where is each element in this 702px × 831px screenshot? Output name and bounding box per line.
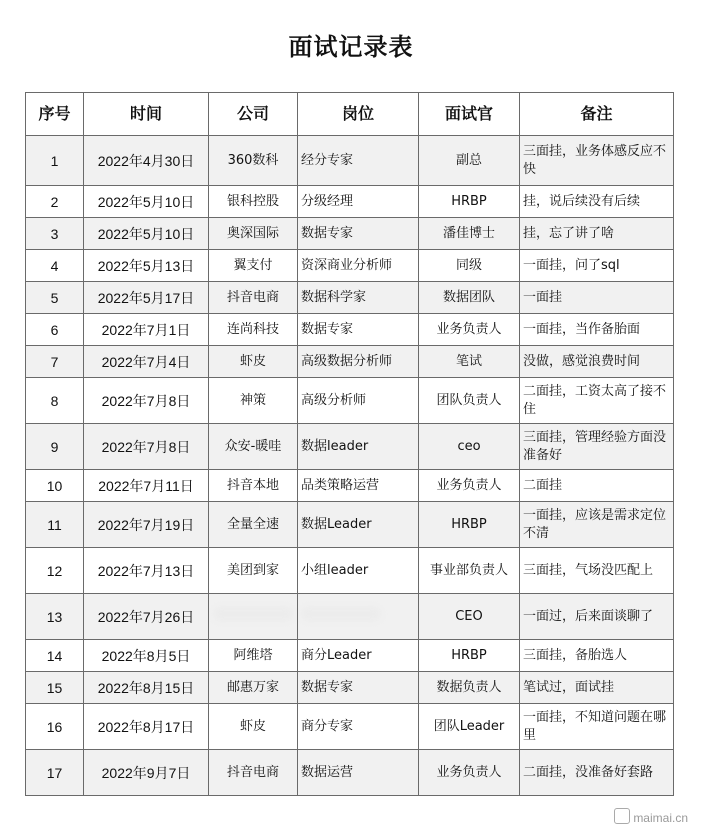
cell-no: 3 — [26, 218, 84, 250]
cell-date: 2022年7月8日 — [84, 378, 209, 424]
cell-interviewer: 业务负责人 — [419, 470, 520, 502]
table-header-row — [26, 93, 674, 136]
cell-company: 奥深国际 — [209, 218, 298, 250]
cell-note: 三面挂，气场没匹配上 — [520, 548, 674, 594]
cell-position: 分级经理 — [298, 186, 419, 218]
cell-note: 三面挂，管理经验方面没准备好 — [520, 424, 674, 470]
table-row — [26, 282, 674, 314]
cell-position: 数据leader — [298, 424, 419, 470]
cell-date: 2022年7月4日 — [84, 346, 209, 378]
cell-company: 全量全速 — [209, 502, 298, 548]
cell-note: 三面挂，业务体感反应不快 — [520, 136, 674, 186]
cell-position: 高级数据分析师 — [298, 346, 419, 378]
cell-no: 4 — [26, 250, 84, 282]
cell-no: 16 — [26, 704, 84, 750]
cell-note: 二面挂，没准备好套路 — [520, 750, 674, 796]
cell-position: 商分专家 — [298, 704, 419, 750]
cell-interviewer: CEO — [419, 594, 520, 640]
redacted-blur — [213, 607, 293, 621]
cell-interviewer: 潘佳博士 — [419, 218, 520, 250]
watermark — [614, 808, 688, 825]
table-row — [26, 470, 674, 502]
cell-interviewer: 事业部负责人 — [419, 548, 520, 594]
cell-interviewer: 数据团队 — [419, 282, 520, 314]
cell-company — [209, 594, 298, 640]
cell-position: 资深商业分析师 — [298, 250, 419, 282]
cell-date: 2022年5月17日 — [84, 282, 209, 314]
cell-no: 11 — [26, 502, 84, 548]
cell-date: 2022年8月15日 — [84, 672, 209, 704]
cell-date: 2022年4月30日 — [84, 136, 209, 186]
cell-no: 10 — [26, 470, 84, 502]
cell-no: 7 — [26, 346, 84, 378]
table-row — [26, 672, 674, 704]
cell-date: 2022年7月19日 — [84, 502, 209, 548]
cell-date: 2022年7月8日 — [84, 424, 209, 470]
cell-position: 数据专家 — [298, 314, 419, 346]
cell-date: 2022年8月5日 — [84, 640, 209, 672]
table-row — [26, 136, 674, 186]
cell-no: 13 — [26, 594, 84, 640]
cell-position — [298, 594, 419, 640]
cell-no: 1 — [26, 136, 84, 186]
cell-no: 15 — [26, 672, 84, 704]
table-row — [26, 186, 674, 218]
table-row — [26, 424, 674, 470]
header-note: 备注 — [520, 93, 674, 136]
cell-interviewer: HRBP — [419, 502, 520, 548]
cell-interviewer: 笔试 — [419, 346, 520, 378]
redacted-blur — [301, 607, 381, 621]
cell-date: 2022年9月7日 — [84, 750, 209, 796]
cell-interviewer: ceo — [419, 424, 520, 470]
cell-date: 2022年5月10日 — [84, 218, 209, 250]
cell-date: 2022年5月13日 — [84, 250, 209, 282]
cell-note: 一面挂 — [520, 282, 674, 314]
cell-interviewer: 团队负责人 — [419, 378, 520, 424]
table-row — [26, 548, 674, 594]
cell-interviewer: 团队Leader — [419, 704, 520, 750]
cell-no: 14 — [26, 640, 84, 672]
cell-date: 2022年8月17日 — [84, 704, 209, 750]
cell-company: 虾皮 — [209, 346, 298, 378]
cell-no: 17 — [26, 750, 84, 796]
table-row — [26, 250, 674, 282]
maimai-logo-icon — [614, 808, 630, 824]
cell-interviewer: 副总 — [419, 136, 520, 186]
page-title: 面试记录表 — [288, 33, 414, 61]
cell-position: 高级分析师 — [298, 378, 419, 424]
cell-company: 阿维塔 — [209, 640, 298, 672]
cell-company: 神策 — [209, 378, 298, 424]
cell-position: 数据专家 — [298, 672, 419, 704]
cell-note: 挂，忘了讲了啥 — [520, 218, 674, 250]
cell-position: 经分专家 — [298, 136, 419, 186]
cell-date: 2022年7月11日 — [84, 470, 209, 502]
table-row — [26, 314, 674, 346]
header-no: 序号 — [26, 93, 84, 136]
cell-no: 2 — [26, 186, 84, 218]
cell-company: 翼支付 — [209, 250, 298, 282]
table-row — [26, 750, 674, 796]
cell-position: 品类策略运营 — [298, 470, 419, 502]
cell-position: 数据科学家 — [298, 282, 419, 314]
cell-company: 抖音本地 — [209, 470, 298, 502]
watermark-text: maimai.cn — [633, 811, 688, 825]
cell-interviewer: 同级 — [419, 250, 520, 282]
cell-company: 连尚科技 — [209, 314, 298, 346]
cell-position: 商分Leader — [298, 640, 419, 672]
cell-note: 一面过，后来面谈聊了 — [520, 594, 674, 640]
cell-interviewer: 数据负责人 — [419, 672, 520, 704]
cell-company: 360数科 — [209, 136, 298, 186]
cell-note: 三面挂，备胎选人 — [520, 640, 674, 672]
cell-note: 没做，感觉浪费时间 — [520, 346, 674, 378]
cell-no: 9 — [26, 424, 84, 470]
cell-date: 2022年7月26日 — [84, 594, 209, 640]
cell-note: 二面挂 — [520, 470, 674, 502]
cell-position: 数据运营 — [298, 750, 419, 796]
cell-note: 笔试过，面试挂 — [520, 672, 674, 704]
table-row — [26, 704, 674, 750]
header-position: 岗位 — [298, 93, 419, 136]
cell-company: 银科控股 — [209, 186, 298, 218]
cell-interviewer: HRBP — [419, 640, 520, 672]
cell-position: 数据专家 — [298, 218, 419, 250]
cell-date: 2022年5月10日 — [84, 186, 209, 218]
table-row — [26, 640, 674, 672]
cell-note: 一面挂，不知道问题在哪里 — [520, 704, 674, 750]
table-row — [26, 594, 674, 640]
cell-no: 6 — [26, 314, 84, 346]
header-interviewer: 面试官 — [419, 93, 520, 136]
cell-no: 5 — [26, 282, 84, 314]
cell-interviewer: HRBP — [419, 186, 520, 218]
header-date: 时间 — [84, 93, 209, 136]
table-row — [26, 346, 674, 378]
cell-company: 邮惠万家 — [209, 672, 298, 704]
cell-note: 一面挂，问了sql — [520, 250, 674, 282]
cell-company: 抖音电商 — [209, 750, 298, 796]
interview-record-table — [25, 92, 674, 796]
cell-position: 数据Leader — [298, 502, 419, 548]
cell-company: 虾皮 — [209, 704, 298, 750]
cell-company: 众安-暖哇 — [209, 424, 298, 470]
cell-interviewer: 业务负责人 — [419, 750, 520, 796]
cell-company: 抖音电商 — [209, 282, 298, 314]
cell-no: 8 — [26, 378, 84, 424]
cell-note: 挂，说后续没有后续 — [520, 186, 674, 218]
cell-position: 小组leader — [298, 548, 419, 594]
cell-date: 2022年7月1日 — [84, 314, 209, 346]
cell-note: 二面挂，工资太高了接不住 — [520, 378, 674, 424]
table-row — [26, 378, 674, 424]
table-row — [26, 218, 674, 250]
header-company: 公司 — [209, 93, 298, 136]
cell-note: 一面挂，应该是需求定位不清 — [520, 502, 674, 548]
cell-date: 2022年7月13日 — [84, 548, 209, 594]
cell-note: 一面挂，当作备胎面 — [520, 314, 674, 346]
table-row — [26, 502, 674, 548]
cell-company: 美团到家 — [209, 548, 298, 594]
cell-no: 12 — [26, 548, 84, 594]
cell-interviewer: 业务负责人 — [419, 314, 520, 346]
